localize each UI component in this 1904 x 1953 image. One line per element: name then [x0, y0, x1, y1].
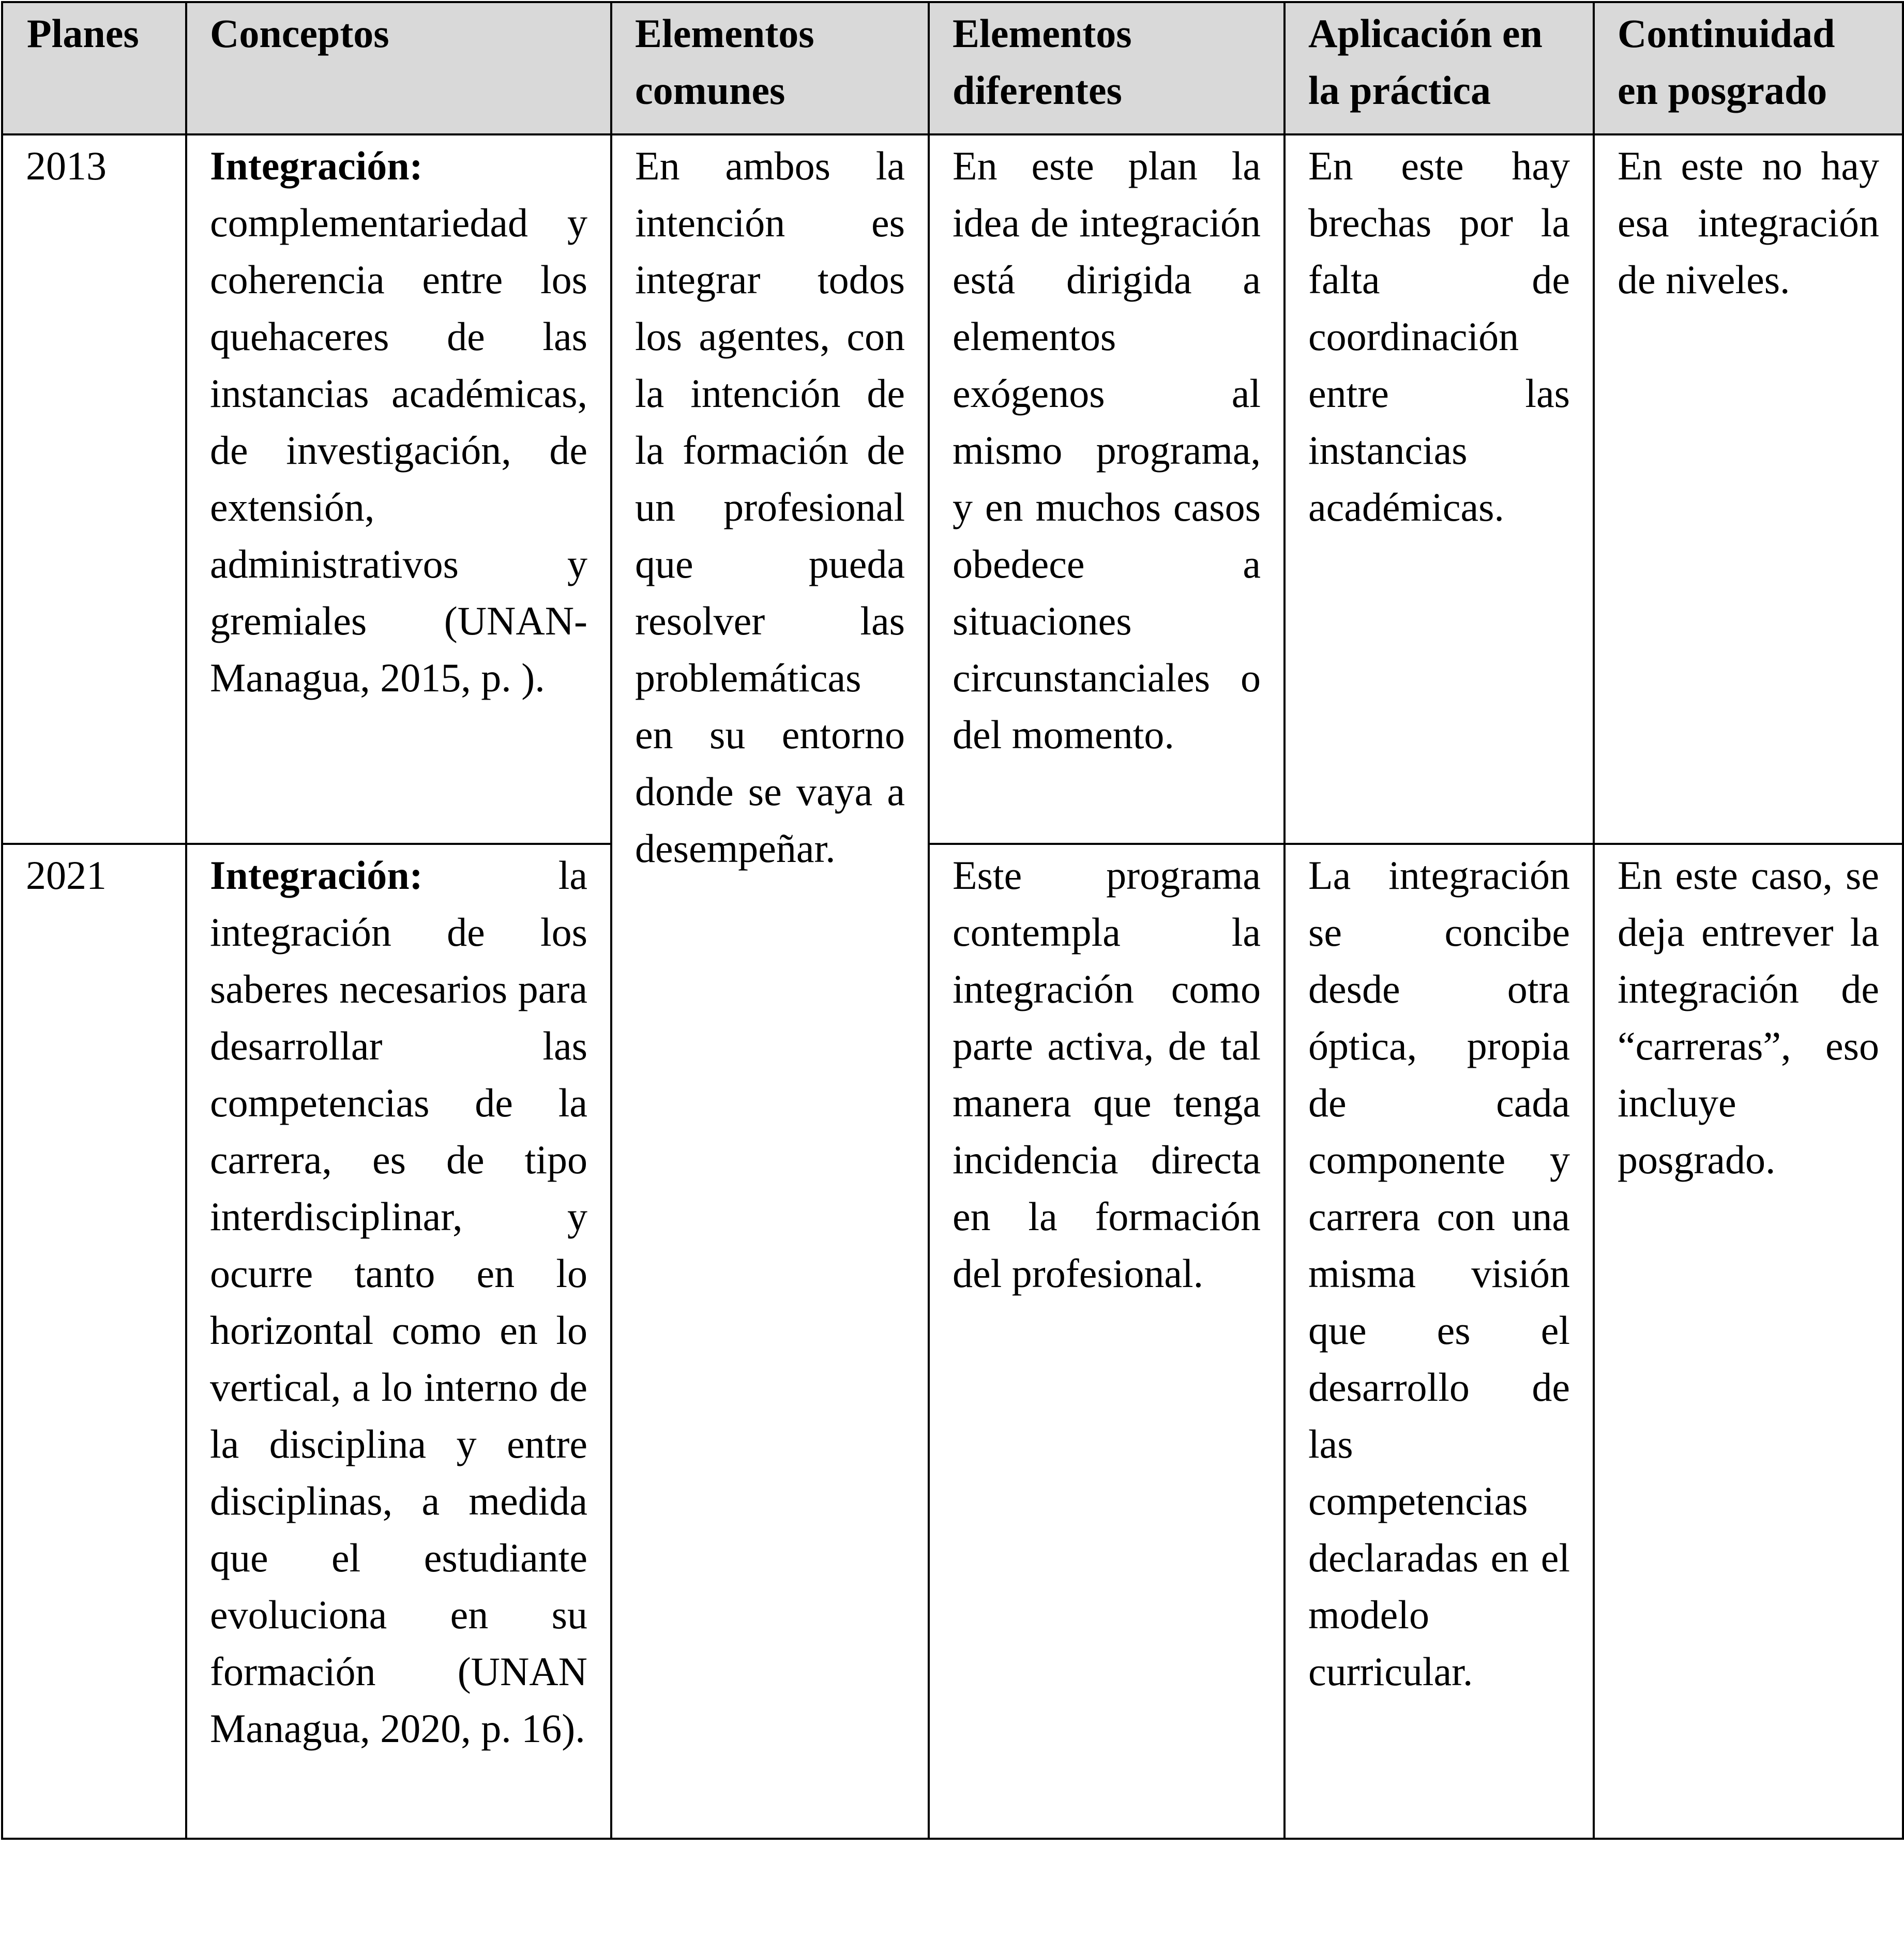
elementos-diferentes-cell: Este programa contempla la integración como parte activa, de tal manera que tenga incidencia directa en la formación del profesional. [929, 844, 1285, 1839]
header-continuidad: Continuidad en posgrado [1594, 2, 1903, 134]
header-elementos-diferentes: Elementos diferentes [929, 2, 1285, 134]
plan-year-2013: 2013 [2, 134, 186, 844]
header-aplicacion: Aplicación en la práctica [1285, 2, 1594, 134]
aplicacion-cell: En este hay brechas por la falta de coordinación entre las instancias académicas. [1285, 134, 1594, 844]
concepto-cell [186, 134, 611, 844]
continuidad-cell: En este caso, se deja entrever la integración de “carreras”, eso incluye posgrado. [1594, 844, 1903, 1839]
header-elementos-comunes: Elementos comunes [611, 2, 929, 134]
aplicacion-cell: La integración se concibe desde otra óptica, propia de cada componente y carrera con una misma visión que es el desarrollo de las competencias declaradas en el modelo curricular. [1285, 844, 1594, 1839]
table-row [2, 844, 1903, 1839]
concepto-term: Integración: [210, 853, 423, 898]
elementos-diferentes-cell: En este plan la idea de integración está dirigida a elementos exógenos al mismo programa, y en muchos casos obedece a situaciones circunstanciales o del momento. [929, 134, 1285, 844]
header-row [2, 2, 1903, 134]
concepto-cell [186, 844, 611, 1839]
concepto-text: la integración de los saberes necesarios para desarrollar las competencias de la carrera, es de tipo interdisciplinar, y ocurre tanto en lo horizontal como en lo vertical, a lo interno de la disciplina y entre disciplinas, a medida que el estudiante evoluciona en su formación (UNAN Managua, 2020, p. 16). [210, 853, 587, 1751]
continuidad-cell: En este no hay esa integración de niveles. [1594, 134, 1903, 844]
table-row [2, 134, 1903, 844]
header-planes: Planes [2, 2, 186, 134]
header-conceptos: Conceptos [186, 2, 611, 134]
concepto-term: Integración: [210, 143, 423, 188]
concepto-text: complementariedad y coherencia entre los quehaceres de las instancias académicas, de investigación, de extensión, administrativos y gremiales (UNAN-Managua, 2015, p. ). [210, 200, 587, 700]
elementos-comunes-cell: En ambos la intención es integrar todos los agentes, con la intención de la formación de un profesional que pueda resolver las problemáticas en su entorno donde se vaya a desempeñar. [611, 134, 929, 1839]
plan-year-2021: 2021 [2, 844, 186, 1839]
comparison-table [1, 1, 1904, 1840]
